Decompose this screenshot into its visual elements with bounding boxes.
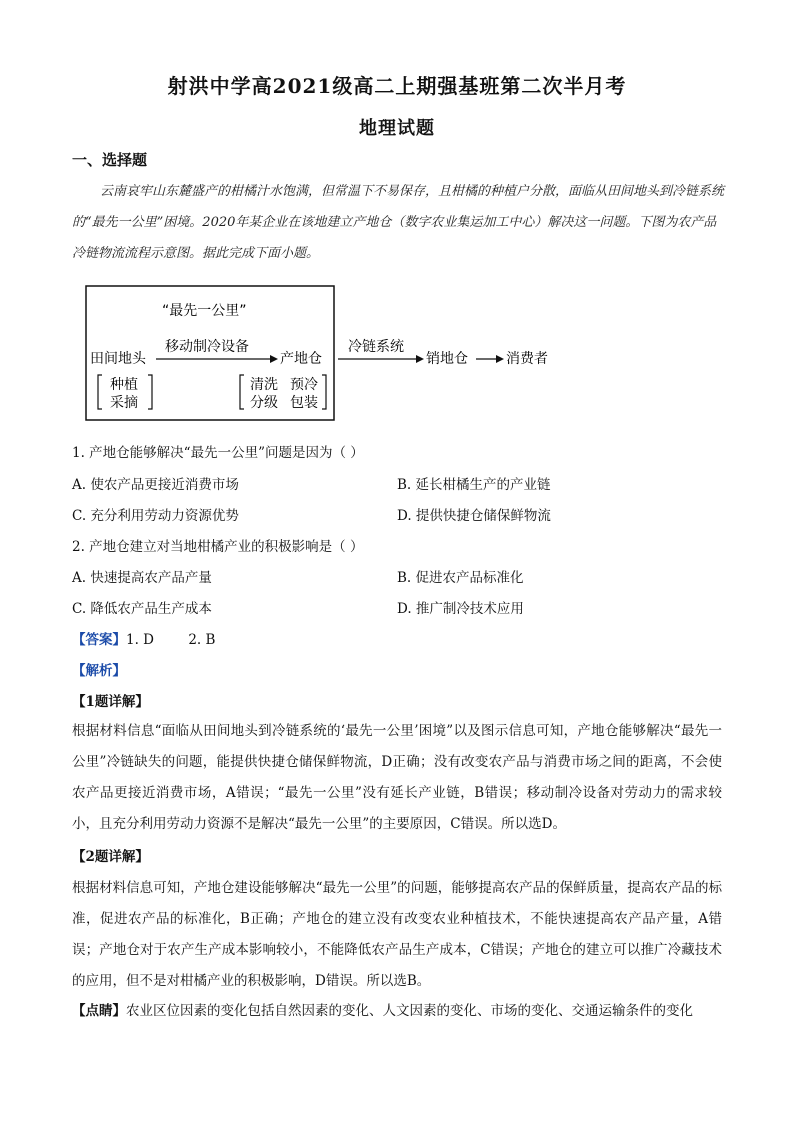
exam-subtitle: 地理试题 bbox=[359, 118, 435, 139]
q1-option-c: C. 充分利用劳动力资源优势 bbox=[72, 508, 239, 524]
origin-warehouse-label: 产地仓 bbox=[280, 351, 322, 367]
arrow-1-head bbox=[270, 355, 278, 363]
warehouse-op-grade: 分级 bbox=[250, 395, 278, 411]
answer-line bbox=[72, 628, 215, 648]
warehouse-ops-bracket-right bbox=[322, 375, 326, 409]
q2-option-b: B. 促进农产品标准化 bbox=[397, 570, 524, 586]
answer-text: 1. D 2. B bbox=[126, 632, 216, 648]
warehouse-ops-bracket-left bbox=[240, 375, 244, 409]
arrow-2-head bbox=[416, 355, 424, 363]
question-2-stem: 2. 产地仓建立对当地柑橘产业的积极影响是（ ） bbox=[72, 539, 364, 555]
cold-chain-label: 冷链系统 bbox=[348, 339, 404, 355]
consumer-label: 消费者 bbox=[506, 351, 548, 367]
exam-title: 射洪中学高2021级高二上期强基班第二次半月考 bbox=[167, 74, 627, 98]
cold-chain-flow-diagram bbox=[72, 283, 632, 423]
tip-label: 【点睛】 bbox=[72, 1003, 126, 1019]
section-heading: 一、选择题 bbox=[72, 151, 148, 169]
tip-text: 农业区位因素的变化包括自然因素的变化、人文因素的变化、市场的变化、交通运输条件的变化 bbox=[126, 1003, 693, 1019]
q2-option-a: A. 快速提高农产品产量 bbox=[72, 570, 212, 586]
tip-line bbox=[72, 996, 722, 1027]
field-ops-bracket-right bbox=[148, 375, 152, 409]
field-label: 田间地头 bbox=[90, 351, 146, 367]
detail-1-label: 【1题详解】 bbox=[72, 694, 149, 710]
field-op-2: 采摘 bbox=[110, 395, 138, 411]
answer-label: 【答案】 bbox=[72, 632, 126, 648]
detail-2-label: 【2题详解】 bbox=[72, 849, 149, 865]
q1-option-d: D. 提供快捷仓储保鲜物流 bbox=[397, 508, 551, 524]
detail-1-text: 根据材料信息“面临从田间地头到冷链系统的‘最先一公里’困境”以及图示信息可知，产地仓能够解决“最先一公里”冷链缺失的问题，能提供快捷仓储保鲜物流，D正确；没有改变农产品与消费市场之间的距离，不会使农产品更接近消费市场，A错误；“最先一公里”没有延长产业链，B错误；移动制冷设备对劳动力的需求较小，且充分利用劳动力资源不是解决“最先一公里”的主要原因，C错误。所以选D。 bbox=[72, 723, 722, 832]
detail-2-text: 根据材料信息可知，产地仓建设能够解决“最先一公里”的问题，能够提高农产品的保鲜质量，提高农产品的标准，促进农产品的标准化，B正确；产地仓的建立没有改变农业种植技术，不能快速提高农产品产量，A错误；产地仓对于农产生产成本影响较小，不能降低农产品生产成本，C错误；产地仓的建立可以推广冷藏技术的应用，但不是对柑橘产业的积极影响，D错误。所以选B。 bbox=[72, 880, 722, 989]
mobile-cooling-label: 移动制冷设备 bbox=[165, 339, 249, 355]
warehouse-op-clean: 清洗 bbox=[250, 377, 278, 393]
arrow-3-head bbox=[496, 355, 504, 363]
analysis-label: 【解析】 bbox=[72, 663, 126, 679]
first-mile-label: “最先一公里” bbox=[162, 303, 247, 319]
q2-option-c: C. 降低农产品生产成本 bbox=[72, 601, 212, 617]
field-op-1: 种植 bbox=[110, 377, 138, 393]
warehouse-op-precool: 预冷 bbox=[290, 377, 318, 393]
intro-paragraph: 云南哀牢山东麓盛产的柑橘汁水饱满，但常温下不易保存，且柑橘的种植户分散，面临从田间地头到冷链系统的“最先一公里”困境。2020年某企业在该地建立产地仓（数字农业集运加工中心）解决这一问题。下图为农产品冷链物流流程示意图。据此完成下面小题。 bbox=[72, 184, 725, 261]
q2-option-d: D. 推广制冷技术应用 bbox=[397, 601, 524, 617]
sales-warehouse-label: 销地仓 bbox=[426, 351, 468, 367]
q1-option-a: A. 使农产品更接近消费市场 bbox=[72, 477, 239, 493]
warehouse-op-pack: 包装 bbox=[290, 395, 318, 411]
q1-option-b: B. 延长柑橘生产的产业链 bbox=[397, 477, 551, 493]
field-ops-bracket-left bbox=[98, 375, 102, 409]
question-1-stem: 1. 产地仓能够解决“最先一公里”问题是因为（ ） bbox=[72, 445, 364, 461]
